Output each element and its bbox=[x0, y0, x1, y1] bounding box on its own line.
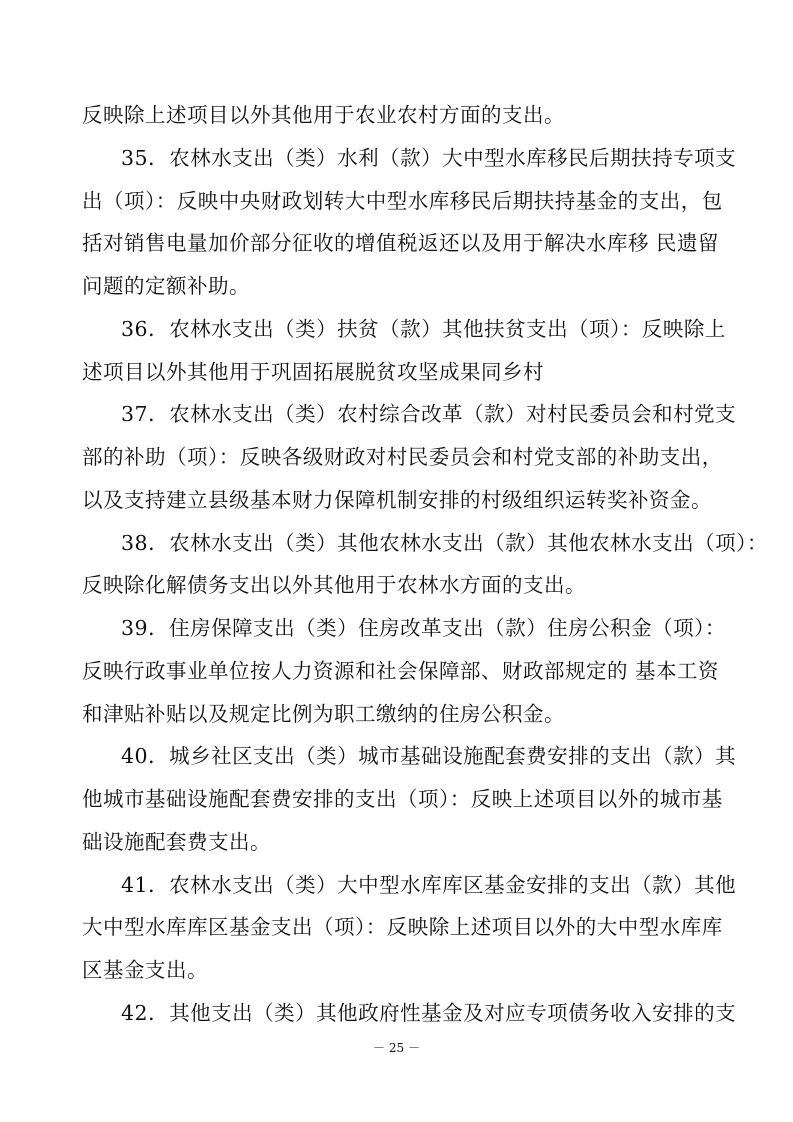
text-line-14: 反映行政事业单位按人力资源和社会保障部、财政部规定的 基本工资 bbox=[82, 659, 720, 683]
text-line-11: 38．农林水支出（类）其他农林水支出（款）其他农林水支出（项）： bbox=[121, 531, 768, 555]
text-line-8: 37．农林水支出（类）农村综合改革（款）对村民委员会和村党支 bbox=[121, 402, 737, 426]
text-line-7: 述项目以外其他用于巩固拓展脱贫攻坚成果同乡村 bbox=[82, 360, 544, 384]
text-line-10: 以及支持建立县级基本财力保障机制安排的村级组织运转奖补资金。 bbox=[82, 488, 712, 512]
text-line-18: 础设施配套费支出。 bbox=[82, 830, 271, 854]
text-line-3: 出（项）：反映中央财政划转大中型水库移民后期扶持基金的支出，包 bbox=[82, 189, 723, 213]
text-line-1: 反映除上述项目以外其他用于农业农村方面的支出。 bbox=[82, 103, 565, 127]
page-number: － 25 － bbox=[373, 1041, 420, 1055]
text-line-17: 他城市基础设施配套费安排的支出（项）：反映上述项目以外的城市基 bbox=[82, 787, 723, 811]
text-line-15: 和津贴补贴以及规定比例为职工缴纳的住房公积金。 bbox=[82, 702, 565, 726]
text-line-22: 42．其他支出（类）其他政府性基金及对应专项债务收入安排的支 bbox=[121, 1001, 737, 1025]
text-line-20: 大中型水库库区基金支出（项）：反映除上述项目以外的大中型水库库 bbox=[82, 915, 723, 939]
text-line-19: 41．农林水支出（类）大中型水库库区基金安排的支出（款）其他 bbox=[121, 873, 737, 897]
text-line-21: 区基金支出。 bbox=[82, 958, 208, 982]
text-line-13: 39．住房保障支出（类）住房改革支出（款）住房公积金（项）： bbox=[121, 616, 726, 640]
text-line-9: 部的补助（项）：反映各级财政对村民委员会和村党支部的补助支出， bbox=[82, 445, 723, 469]
text-line-6: 36．农林水支出（类）扶贫（款）其他扶贫支出（项）：反映除上 bbox=[121, 317, 726, 341]
text-line-16: 40．城乡社区支出（类）城市基础设施配套费安排的支出（款）其 bbox=[121, 744, 737, 768]
text-line-2: 35．农林水支出（类）水利（款）大中型水库移民后期扶持专项支 bbox=[121, 146, 737, 170]
text-line-4: 括对销售电量加价部分征收的增值税返还以及用于解决水库移 民遗留 bbox=[82, 231, 720, 255]
text-line-5: 问题的定额补助。 bbox=[82, 274, 250, 298]
text-line-12: 反映除化解债务支出以外其他用于农林水方面的支出。 bbox=[82, 573, 586, 597]
